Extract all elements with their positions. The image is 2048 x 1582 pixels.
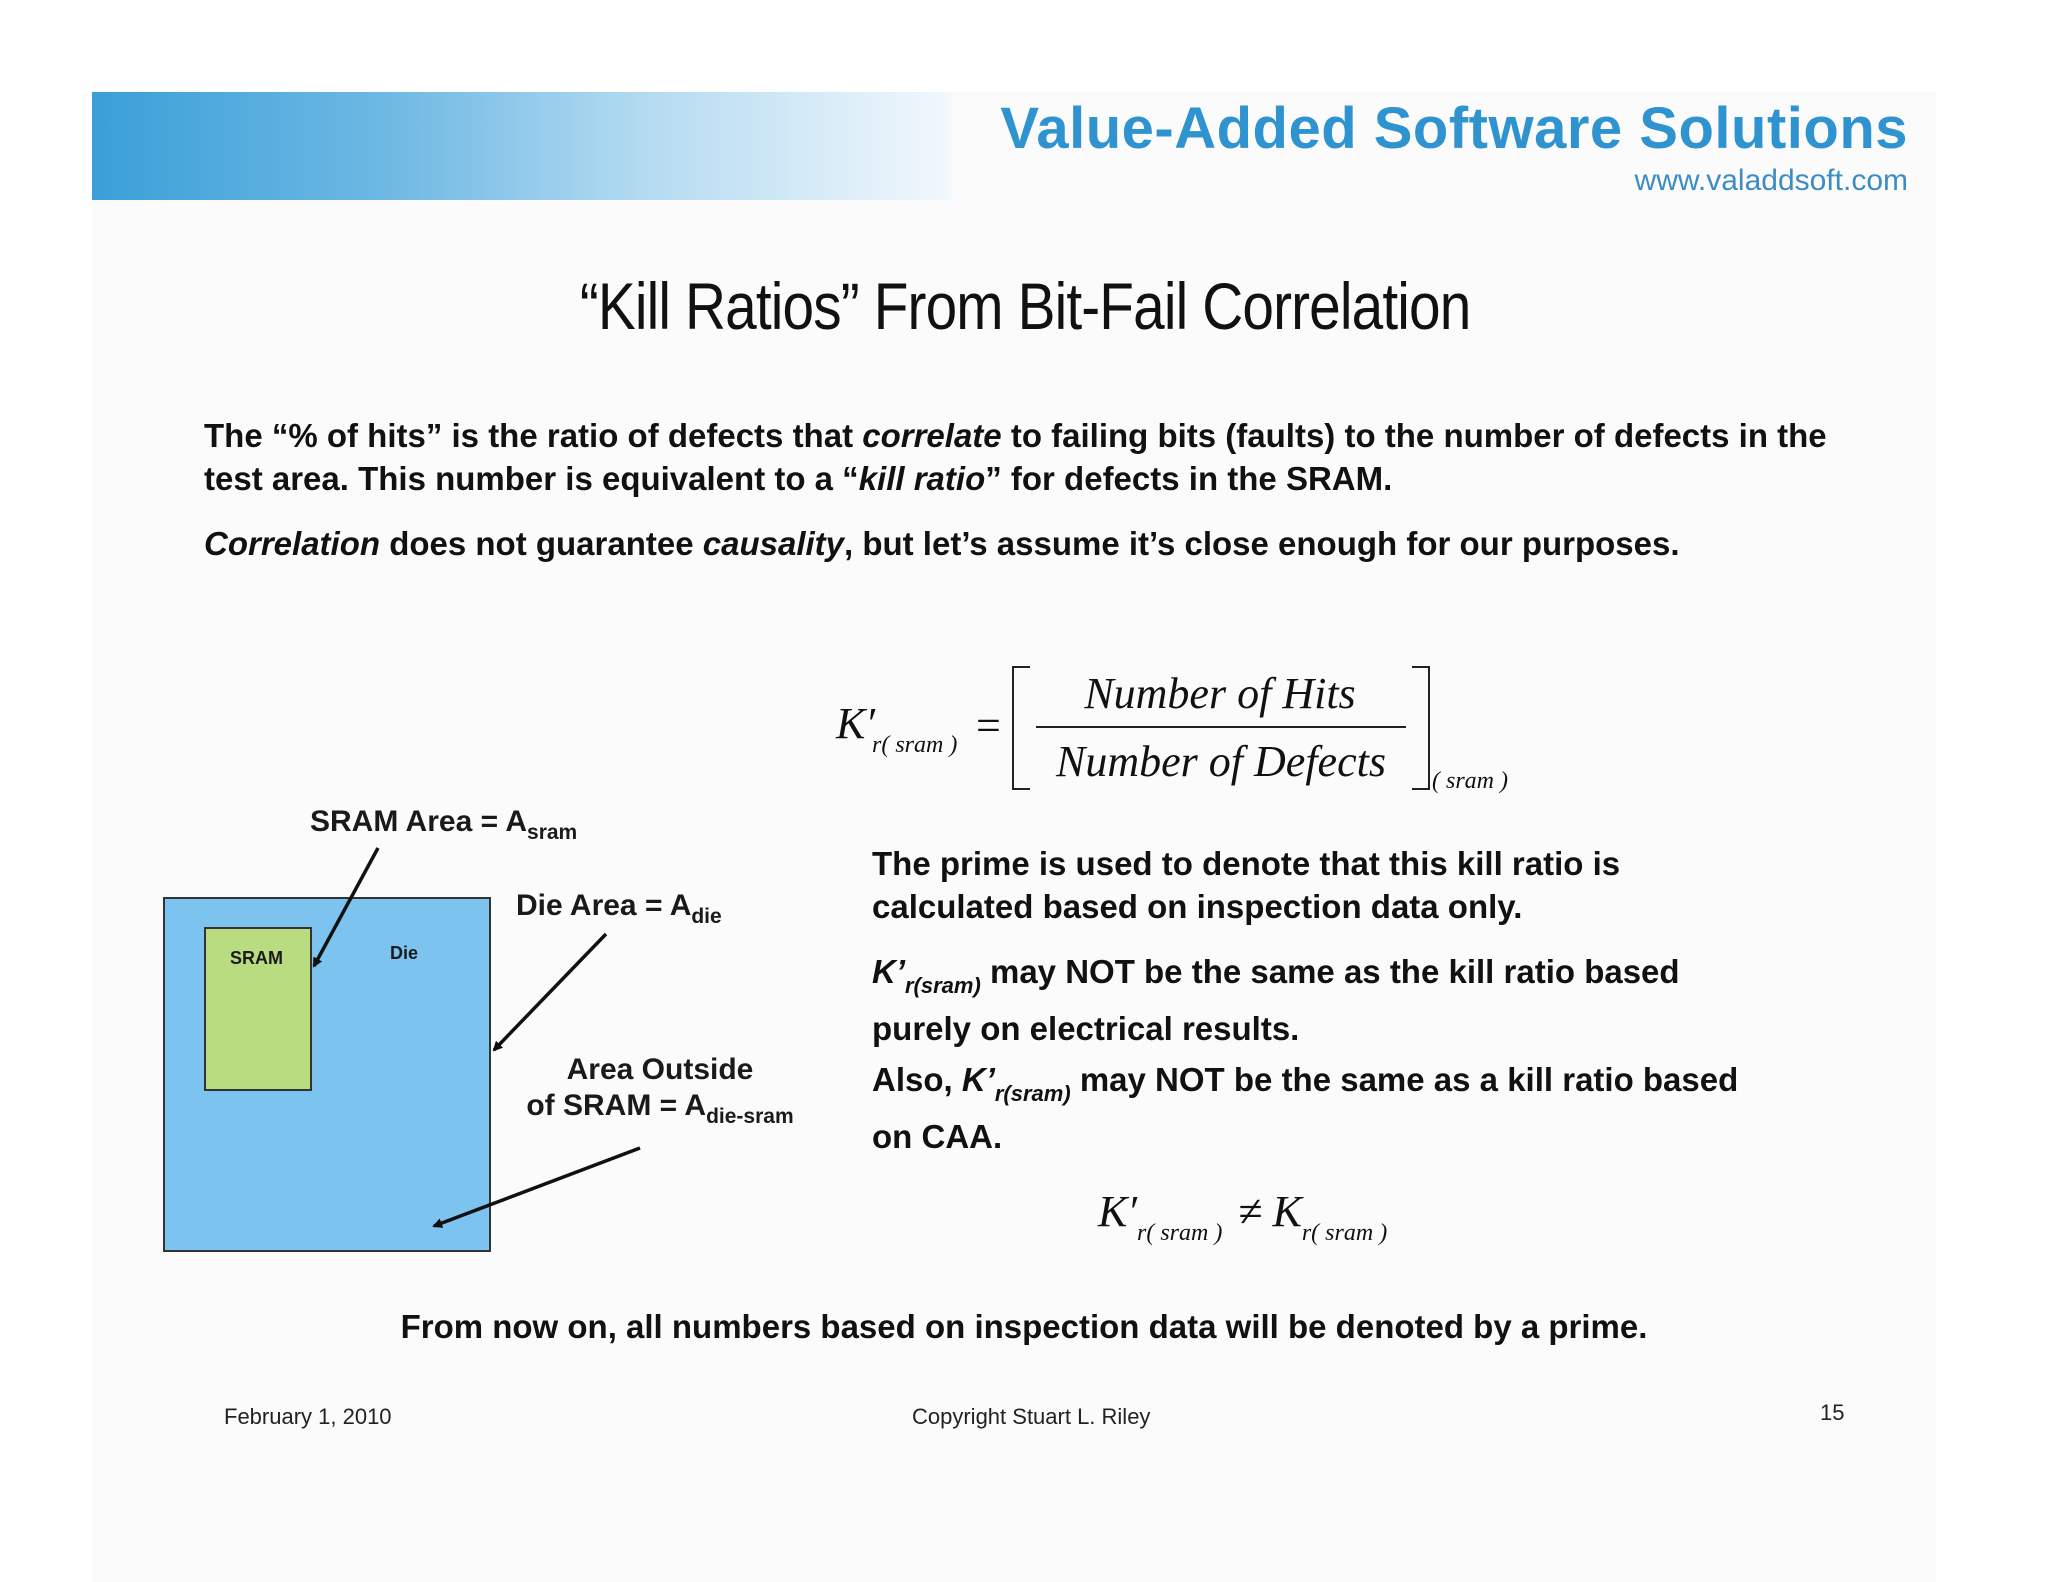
brand-name: Value-Added Software Solutions bbox=[1000, 96, 1908, 161]
inequality-lhs: K′ bbox=[1098, 1187, 1137, 1236]
k-prime-subscript: r(sram) bbox=[994, 1081, 1071, 1106]
equation-lhs-symbol: K′ bbox=[836, 699, 875, 748]
brand-url: www.valaddsoft.com bbox=[1634, 164, 1908, 197]
slide-title: “Kill Ratios” From Bit-Fail Correlation bbox=[579, 269, 1471, 343]
outside-area-arrow bbox=[434, 1148, 640, 1226]
sram-area-arrow bbox=[314, 848, 378, 966]
footer-copyright: Copyright Stuart L. Riley bbox=[912, 1404, 1151, 1429]
prime-explanation: The prime is used to denote that this kill ratio is calculated based on inspection data only. bbox=[872, 845, 1621, 925]
inequality-rhs: K bbox=[1272, 1187, 1302, 1236]
sram-area-subscript: sram bbox=[527, 821, 578, 844]
equals-sign: = bbox=[976, 701, 1001, 750]
equation-lhs-subscript: r( sram ) bbox=[872, 732, 958, 758]
electrical-note bbox=[872, 950, 1772, 1050]
k-prime-symbol: K’ bbox=[872, 953, 905, 990]
outside-area-text: of SRAM = A bbox=[526, 1089, 707, 1122]
inequality-rhs-subscript: r( sram ) bbox=[1301, 1220, 1388, 1246]
caa-note bbox=[872, 1058, 1772, 1158]
k-prime-symbol: K’ bbox=[961, 1061, 995, 1098]
intro-text: The “% of hits” is the ratio of defects that bbox=[204, 417, 863, 454]
intro-emphasis: correlate bbox=[862, 417, 1002, 454]
inequality-lhs-subscript: r( sram ) bbox=[1136, 1220, 1223, 1246]
sram-box-label: SRAM bbox=[230, 948, 283, 968]
die-area-arrow bbox=[494, 934, 606, 1050]
die-box-label: Die bbox=[390, 943, 419, 963]
footer-date: February 1, 2010 bbox=[224, 1404, 392, 1429]
conclusion-note: From now on, all numbers based on inspection data will be denoted by a prime. bbox=[400, 1308, 1648, 1345]
bracket-subscript: ( sram ) bbox=[1432, 768, 1508, 794]
electrical-note-text: may NOT be the same as the kill ratio based purely on electrical results. bbox=[872, 953, 1680, 1047]
inequality-equation bbox=[1098, 1186, 1388, 1246]
outside-area-subscript: die-sram bbox=[706, 1105, 794, 1128]
intro-emphasis: Correlation bbox=[204, 525, 381, 562]
intro-emphasis: kill ratio bbox=[858, 460, 986, 497]
caa-note-prefix: Also, bbox=[872, 1061, 962, 1098]
intro-text: ” for defects in the SRAM. bbox=[985, 460, 1393, 497]
caa-note-text: may NOT be the same as a kill ratio based on CAA. bbox=[872, 1061, 1739, 1155]
not-equal-sign: ≠ bbox=[1238, 1187, 1263, 1236]
page-number: 15 bbox=[1820, 1400, 1845, 1425]
intro-emphasis: causality bbox=[702, 525, 844, 562]
die-area-subscript: die bbox=[691, 905, 722, 928]
sram-area-text: SRAM Area = A bbox=[310, 805, 528, 838]
outside-area-line1: Area Outside bbox=[566, 1053, 754, 1086]
fraction-denominator: Number of Defects bbox=[1056, 737, 1386, 786]
die-area-text: Die Area = A bbox=[516, 889, 692, 922]
intro-text: , but let’s assume it’s close enough for our purposes. bbox=[844, 525, 1680, 562]
intro-text: to failing bits (faults) to the number of defects in the test area. This number is equivalent to a “ bbox=[204, 417, 1827, 497]
fraction-numerator: Number of Hits bbox=[1084, 669, 1356, 718]
k-prime-subscript: r(sram) bbox=[905, 973, 981, 998]
intro-text: does not guarantee bbox=[380, 525, 703, 562]
